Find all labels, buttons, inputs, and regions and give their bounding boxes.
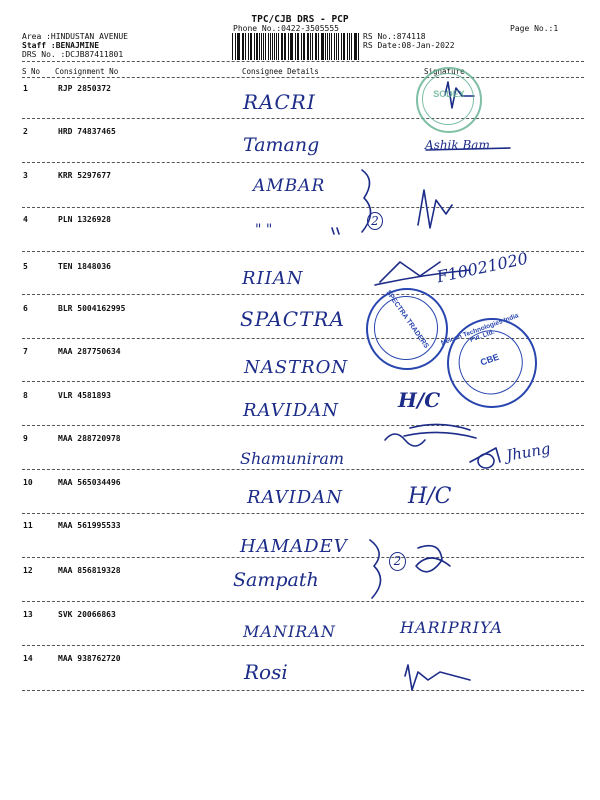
col-header-signature: Signature xyxy=(424,67,465,76)
row-consignment: MAA 856819328 xyxy=(58,566,121,575)
row-sno: 14 xyxy=(23,654,33,663)
col-header-consignment: Consignment No xyxy=(55,67,119,76)
row-sno: 2 xyxy=(23,127,28,136)
row-consignment: MAA 287750634 xyxy=(58,347,121,356)
signature-11-12 xyxy=(416,546,450,572)
row-sno: 10 xyxy=(23,478,33,487)
row-sno: 7 xyxy=(23,347,28,356)
row-sno: 6 xyxy=(23,304,28,313)
col-header-consignee: Consignee Details xyxy=(242,67,319,76)
rs-number: RS No.:874118 xyxy=(363,32,426,41)
handwritten-note-8: H/C xyxy=(398,388,441,412)
bracket-3-4 xyxy=(362,170,371,232)
signature-5-scrawl xyxy=(375,262,470,285)
document-title: TPC/CJB DRS - PCP xyxy=(251,14,349,25)
handwritten-consignee-11: HAMADEV xyxy=(240,536,348,557)
row-consignment: SVK 20066863 xyxy=(58,610,116,619)
handwritten-note-9: Jhung xyxy=(504,439,552,465)
nelcon-stamp-center: CBE xyxy=(479,351,501,368)
green-company-stamp xyxy=(416,67,482,133)
row-sno: 1 xyxy=(23,84,28,93)
row-consignment: MAA 565034496 xyxy=(58,478,121,487)
page-number: Page No.:1 xyxy=(510,24,559,33)
arrow-9 xyxy=(470,448,500,462)
row-consignment: VLR 4581893 xyxy=(58,391,111,400)
handwritten-note-11: 2 xyxy=(389,552,406,571)
handwritten-consignee-12: Sampath xyxy=(233,569,319,591)
row-consignment: BLR 5004162995 xyxy=(58,304,126,313)
row-consignment: MAA 938762720 xyxy=(58,654,121,663)
green-stamp-text: SODEX xyxy=(433,89,465,99)
signature-2-underline xyxy=(426,148,510,150)
signature-14 xyxy=(405,665,470,690)
phone-number: Phone No.:0422-3505555 xyxy=(233,24,339,33)
handwritten-consignee-2: Tamang xyxy=(243,134,320,156)
row-sno: 8 xyxy=(23,391,28,400)
staff-label: Staff :BENAJMINE xyxy=(22,41,100,50)
row-consignment: RJP 2850372 xyxy=(58,84,111,93)
rs-date: RS Date:08-Jan-2022 xyxy=(363,41,455,50)
row-sno: 9 xyxy=(23,434,28,443)
scratch-9 xyxy=(404,424,476,438)
row-sno: 13 xyxy=(23,610,33,619)
row-sno: 5 xyxy=(23,262,28,271)
row-sno: 4 xyxy=(23,215,28,224)
row-sno: 11 xyxy=(23,521,33,530)
handwritten-note-13: HARIPRIYA xyxy=(400,618,503,637)
row-consignment: TEN 1848036 xyxy=(58,262,111,271)
handwritten-consignee-10: RAVIDAN xyxy=(247,487,343,508)
handwritten-consignee-1: RACRI xyxy=(243,90,316,114)
spectra-traders-stamp xyxy=(366,288,448,370)
handwritten-note-2: Ashik Bam xyxy=(425,138,490,152)
nelcon-stamp-text: Nelcon Technologies India Pvt. Ltd. xyxy=(440,312,520,347)
row-consignment: PLN 1326928 xyxy=(58,215,111,224)
handwritten-note-4: 2 xyxy=(367,212,383,230)
area-label: Area :HINDUSTAN AVENUE xyxy=(22,32,128,41)
row-consignment: HRD 74837465 xyxy=(58,127,116,136)
handwritten-note-5: F10021020 xyxy=(435,248,530,287)
handwritten-consignee-5: RIIAN xyxy=(242,268,304,289)
row-consignment: MAA 561995533 xyxy=(58,521,121,530)
handwritten-consignee-4: " " xyxy=(255,222,273,238)
drs-number: DRS No. :DCJB87411801 xyxy=(22,50,124,59)
handwritten-consignee-8: RAVIDAN xyxy=(243,400,339,421)
handwritten-consignee-9: Shamuniram xyxy=(240,449,345,468)
handwritten-note-10: H/C xyxy=(408,484,452,509)
ditto-mark-4a xyxy=(332,228,339,234)
row-sno: 12 xyxy=(23,566,33,575)
handwritten-consignee-7: NASTRON xyxy=(244,357,349,378)
handwritten-consignee-14: Rosi xyxy=(244,660,288,684)
row-sno: 3 xyxy=(23,171,28,180)
col-header-sno: S No xyxy=(22,67,41,76)
row-consignment: MAA 288720978 xyxy=(58,434,121,443)
handwritten-consignee-13: MANIRAN xyxy=(243,622,336,641)
spectra-stamp-text: SPECTRA TRADERS xyxy=(384,289,430,350)
handwritten-consignee-6: SPACTRA xyxy=(240,307,345,331)
row-consignment: KRR 5297677 xyxy=(58,171,111,180)
signature-3-4 xyxy=(418,190,452,228)
handwritten-consignee-3: AMBAR xyxy=(253,176,326,196)
bracket-11-12 xyxy=(370,540,381,598)
